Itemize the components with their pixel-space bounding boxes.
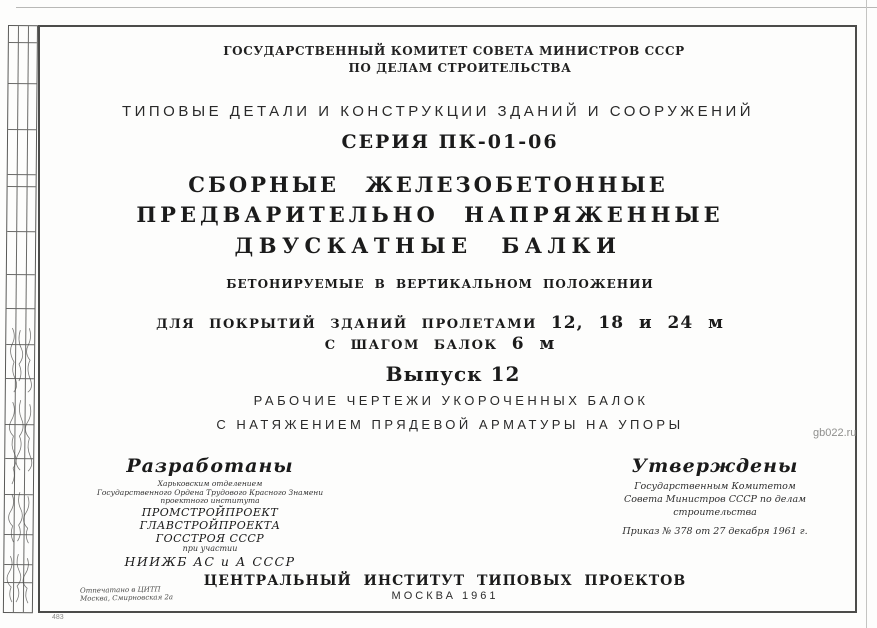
developed-org-line1: Харьковским отделением <box>157 479 263 488</box>
stamp-hline <box>8 129 36 130</box>
publisher-institute: ЦЕНТРАЛЬНЫЙ ИНСТИТУТ ТИПОВЫХ ПРОЕКТОВ <box>203 573 687 589</box>
main-title-line3: ДВУСКАТНЫЕ БАЛКИ <box>234 233 622 258</box>
issue-desc-line1: РАБОЧИЕ ЧЕРТЕЖИ УКОРОЧЕННЫХ БАЛОК <box>253 393 649 408</box>
series-type-line: ТИПОВЫЕ ДЕТАЛИ И КОНСТРУКЦИИ ЗДАНИЙ И СООРУЖЕНИЙ <box>121 103 755 120</box>
stamp-hline <box>7 274 35 275</box>
stamp-handwriting-marks <box>5 326 35 606</box>
developed-org-line2: Государственного Ордена Трудового Красного Знамени <box>96 487 324 497</box>
issue-desc-line2: С НАТЯЖЕНИЕМ ПРЯДЕВОЙ АРМАТУРЫ НА УПОРЫ <box>216 417 684 432</box>
developed-org-line3: проектного института <box>160 496 260 505</box>
developed-by-block <box>75 455 345 569</box>
stamp-hline <box>8 83 36 84</box>
approved-org-line1: Государственным Комитетом <box>634 481 796 492</box>
developed-org-line4: ПРОМСТРОЙПРОЕКТ ГЛАВСТРОЙПРОЕКТА <box>139 505 281 532</box>
developed-org-line5: ГОССТРОЯ СССР <box>155 531 265 545</box>
application-line2-label: С ШАГОМ БАЛОК <box>324 338 498 353</box>
scan-edge-top <box>16 7 877 8</box>
stamp-hline <box>9 42 37 43</box>
stamp-hline <box>7 308 35 309</box>
sheet-binding-stamp <box>3 25 38 613</box>
page-mark: 483 <box>52 614 64 621</box>
print-note-line2: Москва, Смирновская 2а <box>80 593 174 603</box>
main-title-line2: ПРЕДВАРИТЕЛЬНО НАПРЯЖЕННЫЕ <box>136 202 724 227</box>
application-line2-value: 6 м <box>511 334 556 354</box>
developed-org-line6: при участии <box>182 543 238 553</box>
application-line1 <box>156 313 724 333</box>
approved-org-line2: Совета Министров СССР по делам строительства <box>623 494 807 518</box>
series-number: СЕРИЯ ПК-01-06 <box>341 131 559 153</box>
print-note <box>80 585 173 603</box>
application-line2 <box>325 334 556 354</box>
stamp-hline <box>8 186 36 187</box>
site-watermark: gb022.ru <box>813 427 857 439</box>
scan-edge-right <box>866 0 867 628</box>
application-line1-values: 12, 18 и 24 м <box>550 313 724 333</box>
approved-heading: Утверждены <box>631 455 799 477</box>
committee-name-line1: ГОСУДАРСТВЕННЫЙ КОМИТЕТ СОВЕТА МИНИСТРОВ СССР <box>223 44 685 58</box>
stamp-hline <box>8 174 36 175</box>
approved-order-line: Приказ № 378 от 27 декабря 1961 г. <box>622 526 808 537</box>
main-title-line1: СБОРНЫЕ ЖЕЛЕЗОБЕТОННЫЕ <box>188 172 668 197</box>
developed-org-line7: НИИЖБ АС и А СССР <box>124 554 296 569</box>
developed-heading: Разработаны <box>126 455 294 477</box>
city-and-year: МОСКВА 1961 <box>391 590 499 602</box>
application-line1-label: ДЛЯ ПОКРЫТИЙ ЗДАНИЙ ПРОЛЕТАМИ <box>156 317 537 332</box>
print-note-line1: Отпечатано в ЦИТП <box>79 585 161 595</box>
title-subtitle: БЕТОНИРУЕМЫЕ В ВЕРТИКАЛЬНОМ ПОЛОЖЕНИИ <box>226 277 654 291</box>
issue-heading: Выпуск 12 <box>385 362 521 386</box>
approved-by-block <box>585 455 845 537</box>
stamp-hline <box>7 231 35 232</box>
committee-name-line2: ПО ДЕЛАМ СТРОИТЕЛЬСТВА <box>348 61 572 75</box>
